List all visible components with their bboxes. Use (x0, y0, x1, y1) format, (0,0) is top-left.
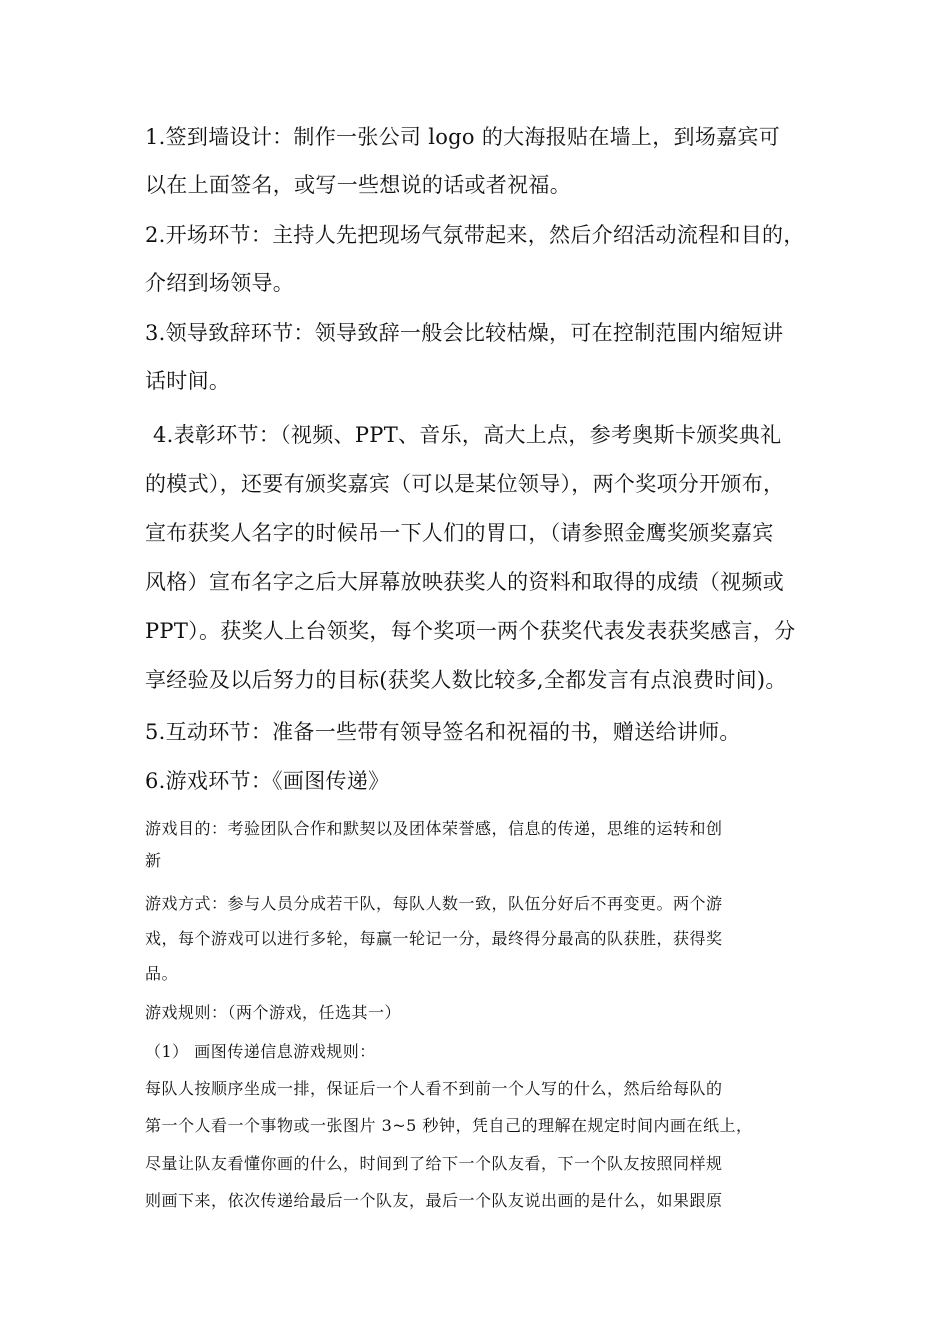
item2-line1: 2.开场环节：主持人先把现场气氛带起来，然后介绍活动流程和目的， (145, 223, 805, 247)
game-purpose-line2: 新 (145, 851, 162, 870)
item3-line2: 话时间。 (145, 369, 231, 393)
game-purpose-line1: 游戏目的：考验团队合作和默契以及团体荣誉感，信息的传递，思维的运转和创 (145, 819, 723, 838)
item1-line1: 1.签到墙设计：制作一张公司 logo 的大海报贴在墙上，到场嘉宾可 (145, 125, 781, 149)
item5-line1: 5.互动环节：准备一些带有领导签名和祝福的书，赠送给讲师。 (145, 720, 741, 744)
item4-line5: PPT）。获奖人上台领奖，每个奖项一两个获奖代表发表获奖感言，分 (145, 619, 796, 643)
rule1-title: （1） 画图传递信息游戏规则： (145, 1042, 376, 1061)
rule1-line1: 每队人按顺序坐成一排，保证后一个人看不到前一个人写的什么，然后给每队的 (145, 1079, 723, 1098)
game-method-line2: 戏，每个游戏可以进行多轮，每赢一轮记一分，最终得分最高的队获胜，获得奖 (145, 929, 723, 948)
item1-line2: 以在上面签名，或写一些想说的话或者祝福。 (145, 173, 571, 197)
game-method-line1: 游戏方式：参与人员分成若干队，每队人数一致，队伍分好后不再变更。两个游 (145, 894, 723, 913)
item4-line4: 风格）宣布名字之后大屏幕放映获奖人的资料和取得的成绩（视频或 (145, 570, 784, 594)
rule1-line3: 尽量让队友看懂你画的什么，时间到了给下一个队友看，下一个队友按照同样规 (145, 1154, 723, 1173)
rule1-line4: 则画下来，依次传递给最后一个队友，最后一个队友说出画的是什么，如果跟原 (145, 1191, 723, 1210)
item3-line1: 3.领导致辞环节：领导致辞一般会比较枯燥，可在控制范围内缩短讲 (145, 321, 784, 345)
item4-line1: 4.表彰环节：（视频、PPT、音乐，高大上点，参考奥斯卡颁奖典礼 (153, 423, 782, 447)
item6-line1: 6.游戏环节：《画图传递》 (145, 769, 390, 793)
item4-line2: 的模式），还要有颁奖嘉宾（可以是某位领导），两个奖项分开颁布， (145, 472, 785, 496)
item4-line6: 享经验及以后努力的目标(获奖人数比较多,全都发言有点浪费时间)。 (145, 668, 787, 692)
item4-line3: 宣布获奖人名字的时候吊一下人们的胃口，（请参照金鹰奖颁奖嘉宾 (145, 521, 774, 545)
item2-line2: 介绍到场领导。 (145, 271, 295, 295)
game-method-line3: 品。 (145, 964, 179, 983)
game-rules-heading: 游戏规则：（两个游戏，任选其一） (145, 1003, 402, 1022)
rule1-line2: 第一个人看一个事物或一张图片 3~5 秒钟，凭自己的理解在规定时间内画在纸上， (145, 1116, 753, 1135)
